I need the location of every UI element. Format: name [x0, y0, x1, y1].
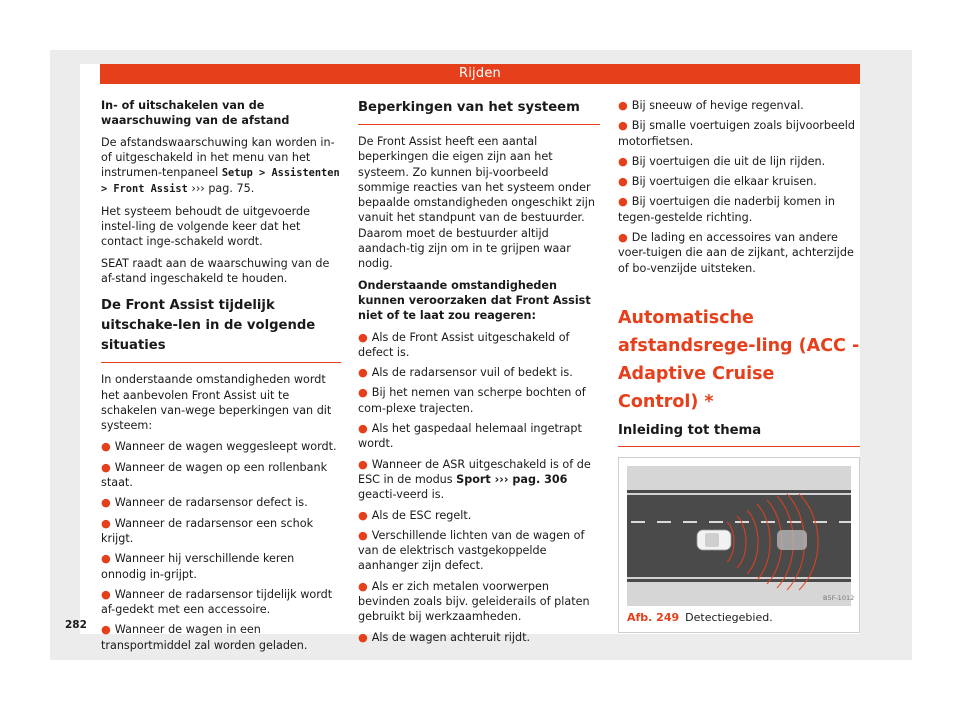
bullet-icon: ●: [358, 366, 368, 380]
paragraph: Het systeem behoudt de uitgevoerde instel-ling de volgende keer dat het contact inge-schakeld wordt.: [101, 204, 311, 249]
bullet-icon: ●: [618, 99, 628, 112]
bullet-icon: ●: [618, 175, 628, 189]
list-item: ● Wanneer de ASR uitgeschakeld is of de ESC in de modus Sport ››› pag. 306 geacti-veerd is.: [358, 457, 591, 502]
list-item: ● Als de wagen achteruit rijdt.: [358, 630, 531, 644]
list-item: ● Als het gaspedaal helemaal ingetrapt wordt.: [358, 422, 582, 451]
list-item: ● Wanneer de radarsensor defect is.: [101, 496, 308, 510]
bullet-icon: ●: [101, 440, 111, 454]
list-item: ● Bij het nemen van scherpe bochten of com-plexe trajecten.: [358, 386, 586, 415]
bullet-icon: ●: [358, 422, 368, 436]
list-item: ● Verschillende lichten van de wagen of van de elektrisch vastgekoppelde aanhanger zijn defect.: [358, 528, 585, 573]
bullet-icon: ●: [101, 496, 111, 510]
svg-text:B5F-1012: B5F-1012: [823, 593, 855, 602]
figure-caption: Afb. 249 Detectiegebied.: [627, 610, 773, 624]
bullet-list: [618, 98, 860, 276]
paragraph: In onderstaande omstandigheden wordt het aanbevolen Front Assist uit te schakelen van-wege beperkingen van dit systeem:: [101, 373, 332, 433]
chapter-header: Rijden: [100, 64, 860, 84]
paragraph: De Front Assist heeft een aantal beperkingen die eigen zijn aan het systeem. Zo kunnen bij-voorbeeld sommige reacties van het systeem onder bepaalde omstandigheden ongeschikt zijn vanuit het standpunt van de bestuurder. Daarom moet de bestuurder altijd aandach-tig zijn om in te grijpen waar nodig.: [358, 135, 595, 271]
list-item: ● Als de radarsensor vuil of bedekt is.: [358, 366, 573, 380]
bullet-icon: ●: [358, 630, 368, 644]
bullet-icon: ●: [101, 460, 111, 474]
bullet-icon: ●: [358, 330, 368, 344]
bullet-list: [101, 439, 341, 653]
list-item: ● Als de Front Assist uitgeschakeld of defect is.: [358, 330, 570, 359]
paragraph: De afstandswaarschuwing kan worden in- of uitgeschakeld in het menu van het instrumen-tenpaneel Setup > Assistenten > Front Assist ››› pag. 75.: [101, 135, 340, 196]
figure-number: Afb. 249: [627, 610, 680, 624]
list-item: ● Als er zich metalen voorwerpen bevinden zoals bijv. geleiderails of platen gebruikt bij werkzaamheden.: [358, 579, 590, 624]
bullet-icon: ●: [618, 119, 628, 133]
bullet-icon: ●: [101, 552, 111, 566]
section-heading: In- of uitschakelen van de waarschuwing van de afstand: [101, 99, 290, 128]
page-reference: ››› pag. 75.: [187, 182, 255, 196]
vehicle-ahead-icon: [777, 530, 807, 550]
section-title-box: De Front Assist tijdelijk uitschake-len in de volgende situaties: [101, 296, 341, 363]
list-item: ● Bij sneeuw of hevige regenval.: [618, 99, 804, 112]
bullet-icon: ●: [358, 528, 368, 542]
list-item: ● Wanneer de wagen op een rollenbank staat.: [101, 460, 328, 490]
bullet-icon: ●: [618, 154, 628, 168]
bullet-list: [358, 330, 600, 645]
list-item: ● De lading en accessoires van andere voer-tuigen die aan de zijkant, achterzijde of bo-venzijde uitsteken.: [618, 231, 854, 275]
list-item: ● Bij smalle voertuigen zoals bijvoorbeeld motorfietsen.: [618, 119, 855, 148]
car-icon: [697, 530, 731, 550]
bullet-icon: ●: [618, 195, 628, 209]
page-reference: Sport ››› pag. 306: [456, 472, 568, 486]
bullet-icon: ●: [358, 386, 368, 400]
list-item: ● Bij voertuigen die uit de lijn rijden.: [618, 154, 826, 168]
paragraph: SEAT raadt aan de waarschuwing van de af-stand ingeschakeld te houden.: [101, 256, 330, 285]
section-title-box: Beperkingen van het systeem: [358, 98, 600, 125]
chapter-title: Automatische afstandsrege-ling (ACC - Adaptive Cruise Control) *: [618, 307, 860, 412]
bullet-icon: ●: [358, 457, 368, 471]
bullet-icon: ●: [101, 516, 111, 530]
column-2: [358, 98, 600, 650]
bullet-icon: ●: [101, 587, 111, 601]
bullet-icon: ●: [358, 579, 368, 593]
detection-area-illustration: [627, 466, 855, 606]
list-item: ● Wanneer de wagen in een transportmiddel zal worden geladen.: [101, 623, 308, 652]
list-item: ● Als de ESC regelt.: [358, 508, 472, 522]
list-item: ● Wanneer de radarsensor een schok krijgt.: [101, 516, 314, 545]
bullet-icon: ●: [101, 623, 111, 637]
column-1: [101, 98, 341, 658]
list-item: ● Wanneer de radarsensor tijdelijk wordt af-gedekt met een accessoire.: [101, 587, 333, 617]
list-item: ● Bij voertuigen die elkaar kruisen.: [618, 175, 817, 189]
figure: [618, 457, 860, 633]
section-heading: Onderstaande omstandigheden kunnen veroorzaken dat Front Assist niet of te laat zou reageren:: [358, 278, 591, 323]
bullet-icon: ●: [358, 508, 368, 522]
page-number: 282: [65, 619, 87, 631]
column-3: [618, 98, 860, 633]
list-item: ● Wanneer hij verschillende keren onnodig in-grijpt.: [101, 552, 295, 581]
list-item: ● Bij voertuigen die naderbij komen in tegen-gestelde richting.: [618, 195, 835, 224]
menu-path: Setup > Assistenten > Front Assist: [101, 167, 340, 196]
list-item: ● Wanneer de wagen weggesleept wordt.: [101, 440, 337, 454]
bullet-icon: ●: [618, 231, 628, 245]
section-subtitle: Inleiding tot thema: [618, 422, 860, 447]
